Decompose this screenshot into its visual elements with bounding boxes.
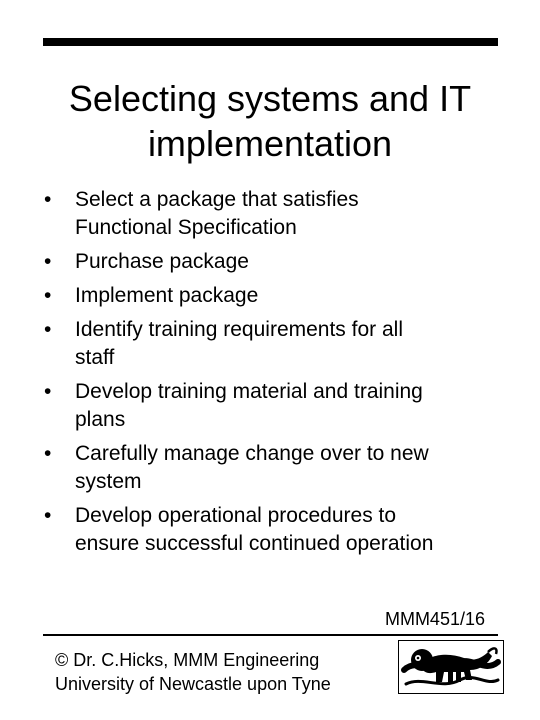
- slide-title: [20, 76, 520, 166]
- bullet-item: [44, 316, 514, 372]
- footer-credit: [55, 648, 331, 696]
- bullet-item: [44, 186, 514, 242]
- bullet-text: Purchase package: [75, 250, 249, 273]
- bullet-dot: •: [44, 318, 52, 341]
- slide-code: MMM451/16: [384, 609, 485, 629]
- bullet-text: Develop training material and training: [75, 380, 423, 403]
- bullet-text: Develop operational procedures to: [75, 504, 397, 527]
- footer-credit-line-1: © Dr. C.Hicks, MMM Engineering: [55, 650, 320, 670]
- footer-credit-line-2: University of Newcastle upon Tyne: [55, 674, 331, 694]
- bullet-dot: •: [44, 250, 52, 273]
- bullet-dot: •: [44, 188, 52, 211]
- university-crest-lion-icon: [398, 640, 504, 694]
- bullet-text: Carefully manage change over to new: [75, 442, 429, 465]
- bottom-divider: [43, 634, 498, 636]
- bullet-item: [44, 378, 514, 434]
- bullet-item: [44, 282, 514, 310]
- bullet-dot: •: [44, 504, 52, 527]
- bullet-dot: •: [44, 380, 52, 403]
- bullet-item: [44, 502, 514, 558]
- bullet-text: Implement package: [75, 284, 259, 307]
- slide-title-line-1: Selecting systems and IT: [68, 78, 472, 119]
- bullet-text: plans: [75, 408, 126, 431]
- bullet-item: [44, 248, 514, 276]
- bullet-item: [44, 440, 514, 496]
- bullet-text: Select a package that satisfies: [75, 188, 359, 211]
- bullet-text: ensure successful continued operation: [75, 532, 434, 555]
- bullet-dot: •: [44, 284, 52, 307]
- bullet-list: [44, 186, 514, 564]
- bullet-text: Functional Specification: [75, 216, 297, 239]
- bullet-text: system: [75, 470, 142, 493]
- bullet-dot: •: [44, 442, 52, 465]
- top-divider: [43, 38, 498, 46]
- bullet-text: staff: [75, 346, 115, 369]
- slide-title-line-2: implementation: [147, 123, 393, 164]
- bullet-text: Identify training requirements for all: [75, 318, 403, 341]
